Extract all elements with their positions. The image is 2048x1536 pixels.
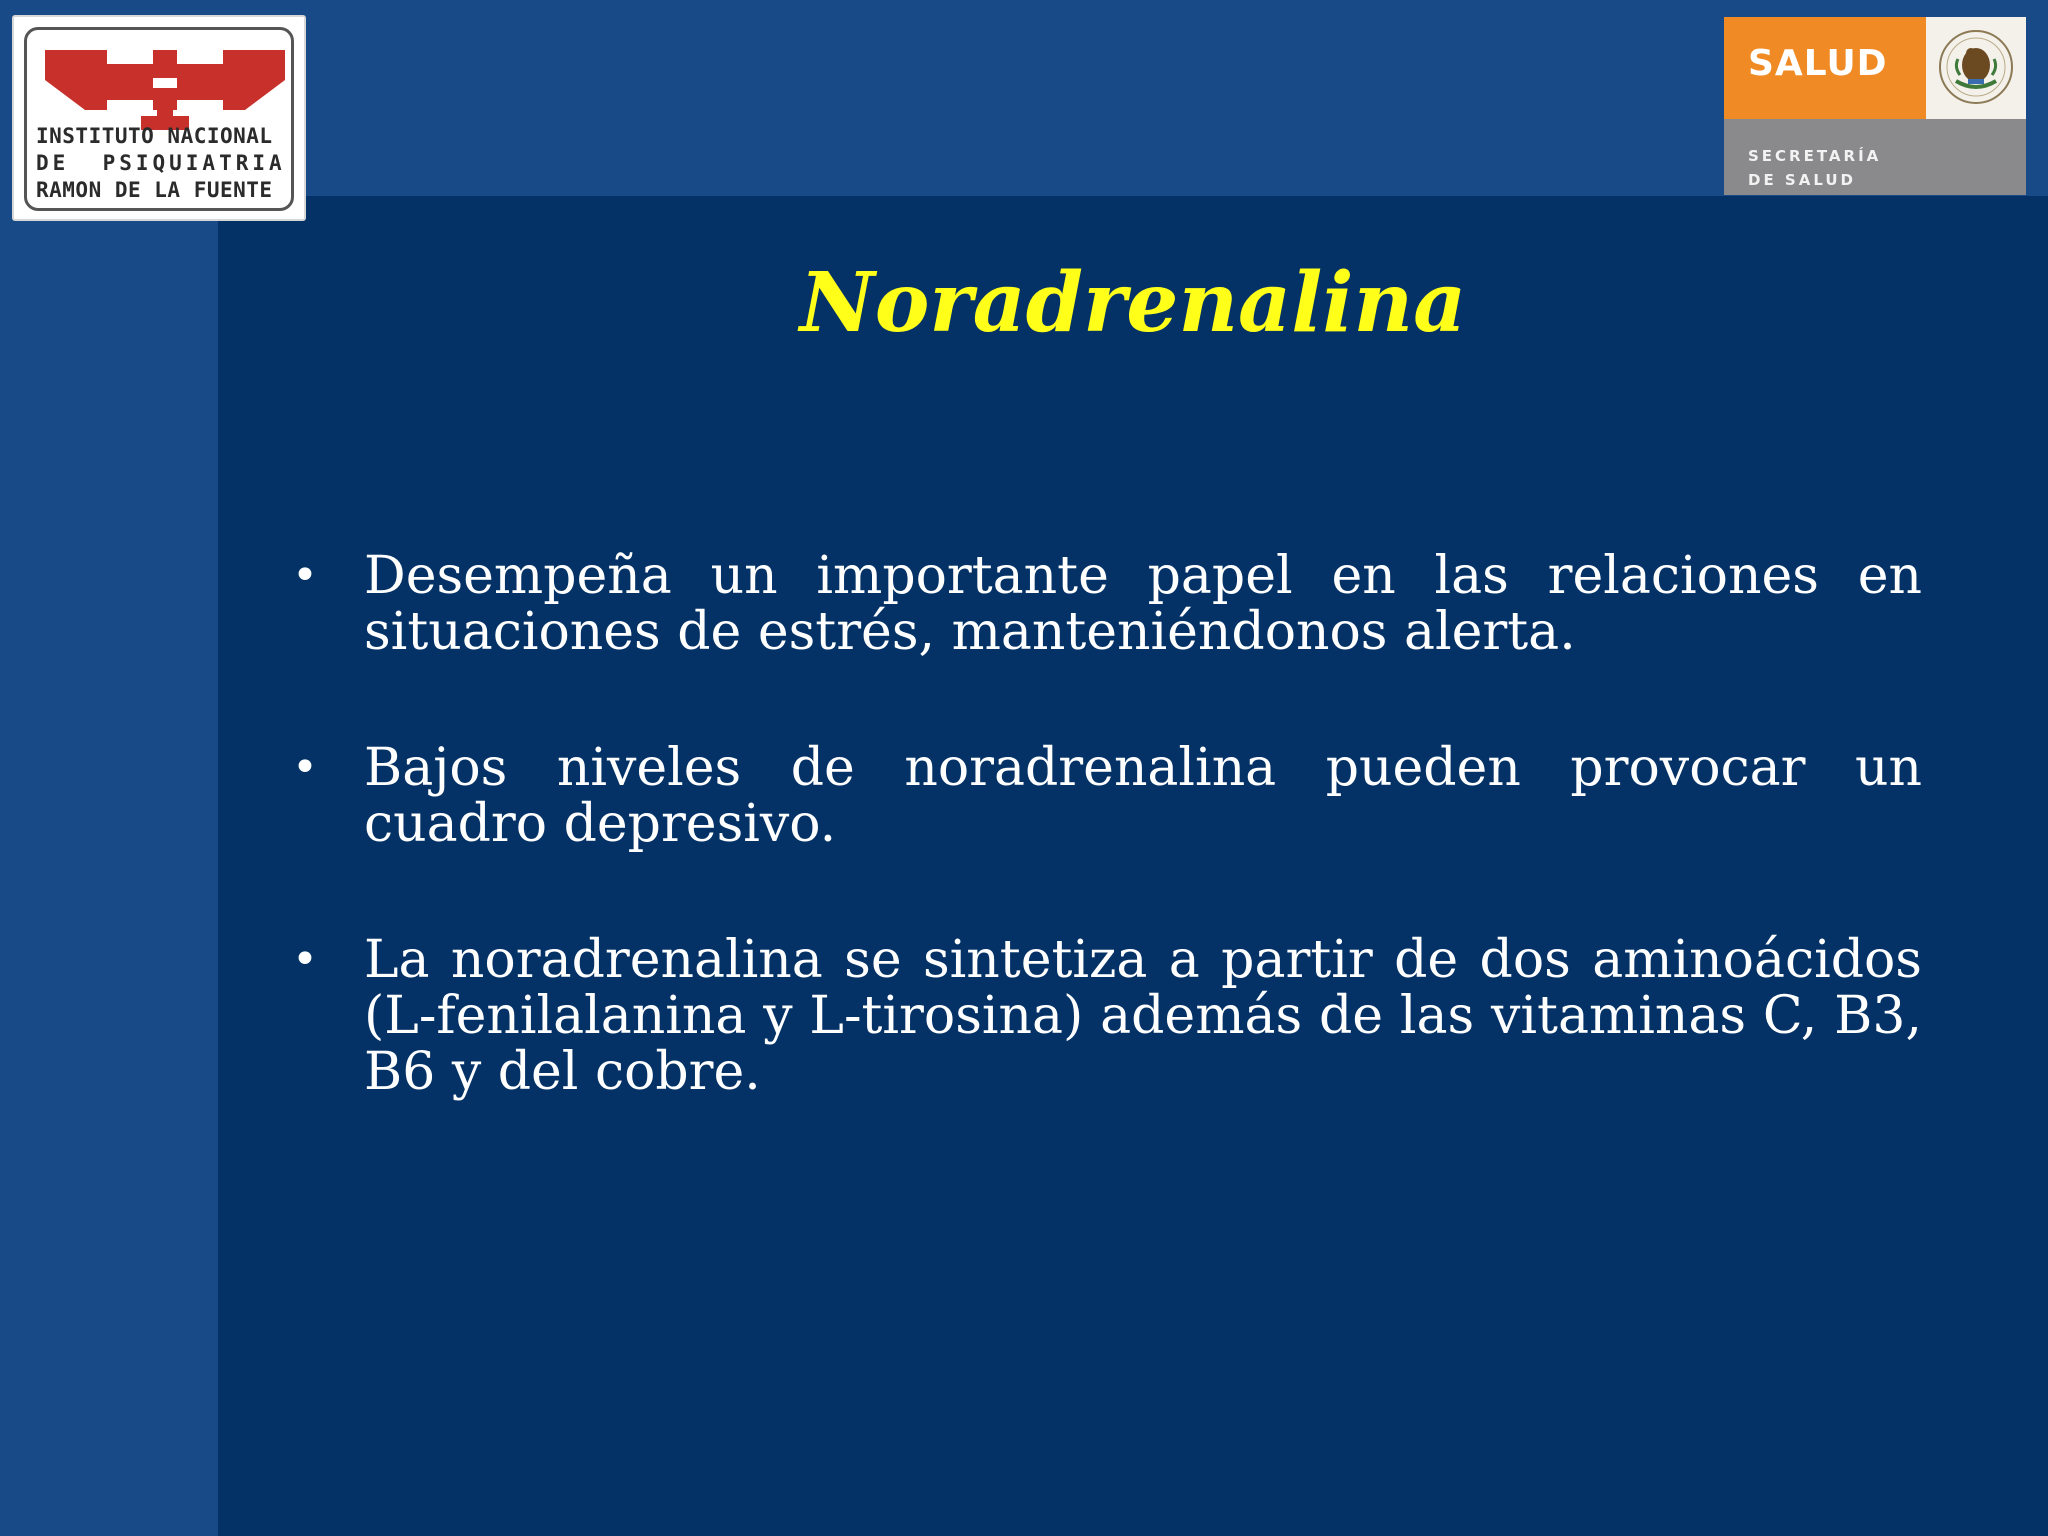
salud-logo (1724, 17, 2026, 195)
salud-logo-top (1724, 17, 2026, 119)
salud-word: SALUD (1748, 43, 1888, 84)
bullet-text: Bajos niveles de noradrenalina pueden provocar un cuadro depresivo. (364, 738, 1922, 854)
bullet-text: La noradrenalina se sintetiza a partir de dos aminoácidos (L-fenilalanina y L-tirosina) además de las vitaminas C, B3, B6 y del cobre. (364, 930, 1922, 1102)
inp-logo-line-3: RAMON DE LA FUENTE (36, 178, 273, 202)
bullet-list (290, 548, 1922, 1180)
bullet-item (290, 740, 1922, 852)
bullet-text: Desempeña un importante papel en las relaciones en situaciones de estrés, manteniéndonos alerta. (364, 546, 1922, 662)
inp-logo-line-1: INSTITUTO NACIONAL (36, 124, 273, 148)
inp-logo-line-2: DE PSIQUIATRIA (36, 151, 286, 175)
salud-orange-block (1724, 17, 1926, 119)
bullet-item (290, 932, 1922, 1100)
mexico-seal-icon (1926, 17, 2026, 119)
bullet-icon: • (292, 934, 318, 985)
slide-title: Noradrenalina (799, 255, 1467, 351)
inp-logo (12, 15, 306, 221)
bullet-item (290, 548, 1922, 660)
inp-emblem-icon (45, 50, 285, 130)
salud-sub-line-2: DE SALUD (1748, 171, 1856, 189)
salud-gray-block (1724, 119, 2026, 195)
bullet-icon: • (292, 742, 318, 793)
bullet-icon: • (292, 550, 318, 601)
salud-sub-line-1: SECRETARÍA (1748, 147, 1882, 165)
